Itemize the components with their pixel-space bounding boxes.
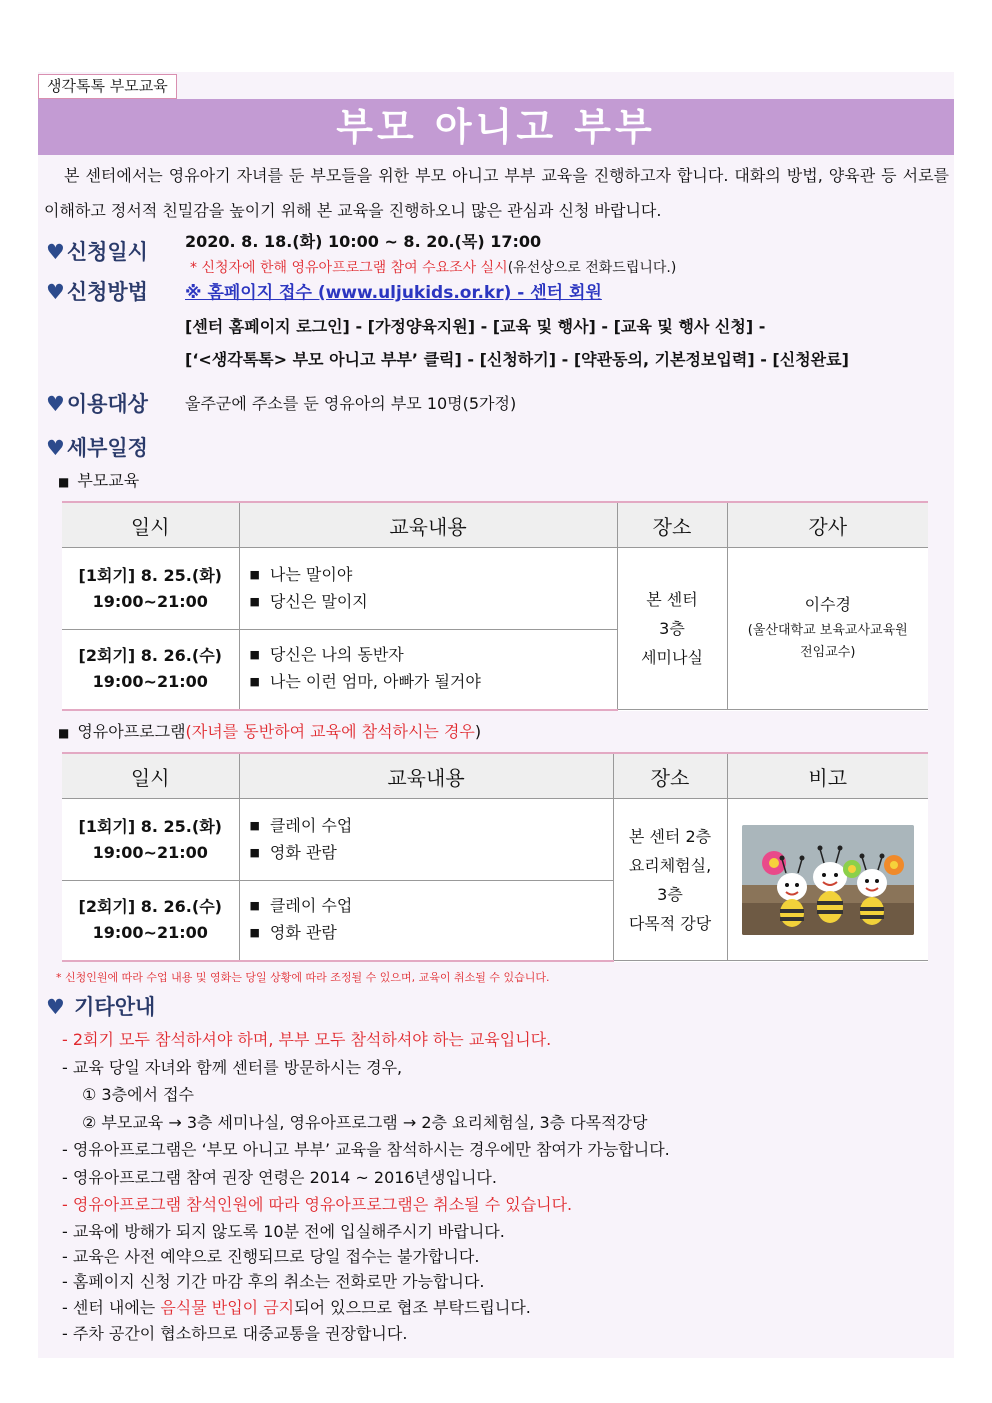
session-content bbox=[239, 881, 613, 961]
column-header: 장소 bbox=[613, 753, 727, 799]
subtitle-text: 영유아프로그램 bbox=[77, 722, 186, 741]
target-value: 울주군에 주소를 둔 영유아의 부모 10명(5가정) bbox=[185, 394, 517, 413]
session-date: [1회기] 8. 25.(화) bbox=[78, 816, 222, 836]
heart-icon: ♥ bbox=[46, 436, 65, 460]
session-time: 19:00~21:00 bbox=[92, 672, 208, 692]
column-header: 교육내용 bbox=[239, 753, 613, 799]
homepage-link[interactable]: ※ 홈페이지 접수 (www.uljukids.or.kr) - 센터 회원 bbox=[185, 283, 602, 303]
section-label: 기타안내 bbox=[74, 995, 156, 1019]
apply-date-value: 2020. 8. 18.(화) 10:00 ~ 8. 20.(목) 17:00 bbox=[185, 232, 542, 251]
note-text: (유선상으로 전화드립니다.) bbox=[507, 260, 677, 276]
section-label: 신청일시 bbox=[66, 240, 148, 264]
instructor-org: (울산대학교 보육교사교육원 bbox=[747, 622, 908, 638]
column-header: 장소 bbox=[617, 502, 727, 548]
etc-line: - 교육은 사전 예약으로 진행되므로 당일 접수는 불가합니다. bbox=[62, 1247, 480, 1266]
etc-line: ① 3층에서 접수 bbox=[82, 1085, 194, 1104]
parent-edu-table bbox=[62, 501, 928, 711]
table-row bbox=[62, 548, 928, 630]
session-datetime bbox=[62, 799, 239, 881]
content-item: ■ 클레이 수업 bbox=[250, 893, 612, 920]
place-line: 본 센터 2층 bbox=[628, 826, 712, 846]
etc-line: - 교육에 방해가 되지 않도록 10분 전에 입실해주시기 바랍니다. bbox=[62, 1222, 505, 1241]
apply-steps-line-1: [센터 홈페이지 로그인] - [가정양육지원] - [교육 및 행사] - [교육 및 행사 신청] - bbox=[185, 317, 766, 336]
session-datetime bbox=[62, 881, 239, 961]
instructor-title: 전임교수) bbox=[800, 644, 856, 660]
content-item: ■ 클레이 수업 bbox=[250, 813, 612, 840]
etc-line: - 영유아프로그램 참여 권장 연령은 2014 ~ 2016년생입니다. bbox=[62, 1168, 497, 1187]
column-header: 비고 bbox=[727, 753, 928, 799]
heart-icon: ♥ bbox=[46, 995, 65, 1019]
etc-line: - 영유아프로그램 참석인원에 따라 영유아프로그램은 취소될 수 있습니다. bbox=[62, 1195, 573, 1214]
category-tag: 생각톡톡 부모교육 bbox=[38, 74, 177, 99]
etc-line: ② 부모교육 → 3층 세미나실, 영유아프로그램 → 2층 요리체험실, 3층 다목적강당 bbox=[82, 1113, 648, 1132]
place-line: 다목적 강당 bbox=[628, 913, 712, 933]
section-etc bbox=[46, 991, 155, 1021]
session-time: 19:00~21:00 bbox=[92, 842, 208, 862]
table-header-row bbox=[62, 502, 928, 548]
column-header: 교육내용 bbox=[239, 502, 617, 548]
content-item: ■ 나는 말이야 bbox=[250, 562, 616, 589]
intro-paragraph: 본 센터에서는 영유아기 자녀를 둔 부모들을 위한 부모 아니고 부부 교육을 진행하고자 합니다. 대화의 방법, 양육관 등 서로를 이해하고 정서적 친밀감을 높이기 위해 본 교육을 진행하오니 많은 관심과 신청 바랍니다. bbox=[44, 166, 949, 220]
place-line: 3층 bbox=[659, 619, 685, 638]
heart-icon: ♥ bbox=[46, 240, 65, 264]
session-datetime bbox=[62, 630, 239, 710]
place-line: 요리체험실, bbox=[628, 855, 712, 875]
session-time: 19:00~21:00 bbox=[92, 591, 208, 611]
column-header: 강사 bbox=[727, 502, 928, 548]
apply-date-note bbox=[190, 257, 676, 277]
kids-program-table bbox=[62, 752, 928, 962]
schedule-note: * 신청인원에 따라 수업 내용 및 영화는 당일 상황에 따라 조정될 수 있으며, 교육이 취소될 수 있습니다. bbox=[56, 971, 550, 984]
page-title: 부모 아니고 부부 bbox=[38, 99, 954, 155]
section-target bbox=[46, 388, 148, 418]
clay-bee-photo bbox=[742, 825, 914, 935]
content-item: ■ 당신은 나의 동반자 bbox=[250, 642, 616, 669]
place-line: 본 센터 bbox=[646, 590, 698, 609]
heart-icon: ♥ bbox=[46, 280, 65, 304]
session-datetime bbox=[62, 548, 239, 630]
etc-line: - 교육 당일 자녀와 함께 센터를 방문하시는 경우, bbox=[62, 1058, 403, 1077]
session-date: [2회기] 8. 26.(수) bbox=[78, 897, 222, 917]
remarks-cell bbox=[727, 799, 928, 961]
clay-figures-illustration bbox=[742, 825, 914, 935]
session-date: [2회기] 8. 26.(수) bbox=[78, 646, 222, 666]
session-place bbox=[613, 799, 727, 961]
etc-red-text: 음식물 반입이 금지 bbox=[160, 1298, 295, 1317]
column-header: 일시 bbox=[62, 753, 239, 799]
section-apply-method bbox=[46, 276, 148, 306]
section-schedule bbox=[46, 432, 148, 462]
place-line: 세미나실 bbox=[641, 648, 703, 667]
kids-program-subtitle bbox=[58, 719, 481, 742]
content-item: ■ 영화 관람 bbox=[250, 840, 612, 867]
place-line: 3층 bbox=[657, 884, 683, 904]
content-item: ■ 영화 관람 bbox=[250, 920, 612, 947]
etc-line: - 주차 공간이 협소하므로 대중교통을 권장합니다. bbox=[62, 1324, 408, 1343]
instructor-cell bbox=[727, 548, 928, 710]
subtitle-red-text: (자녀를 동반하여 교육에 참석하시는 경우 bbox=[185, 722, 475, 741]
square-bullet-icon: ■ bbox=[58, 475, 70, 489]
section-label: 세부일정 bbox=[66, 436, 148, 460]
instructor-name: 이수경 bbox=[804, 594, 851, 614]
session-time: 19:00~21:00 bbox=[92, 923, 208, 943]
section-label: 신청방법 bbox=[66, 280, 148, 304]
session-content bbox=[239, 548, 617, 630]
etc-line bbox=[62, 1298, 531, 1318]
column-header: 일시 bbox=[62, 502, 239, 548]
etc-line: - 영유아프로그램은 ‘부모 아니고 부부’ 교육을 참석하시는 경우에만 참여가 가능합니다. bbox=[62, 1140, 670, 1159]
apply-steps-line-2: [‘<생각톡톡> 부모 아니고 부부’ 클릭] - [신청하기] - [약관동의, 기본정보입력] - [신청완료] bbox=[185, 350, 849, 369]
etc-line: - 2회기 모두 참석하셔야 하며, 부부 모두 참석하셔야 하는 교육입니다. bbox=[62, 1030, 552, 1049]
session-content bbox=[239, 799, 613, 881]
table-header-row bbox=[62, 753, 928, 799]
content-item: ■ 당신은 말이지 bbox=[250, 589, 616, 616]
table-row bbox=[62, 799, 928, 881]
etc-text: 되어 있으므로 협조 부탁드립니다. bbox=[294, 1298, 531, 1317]
session-date: [1회기] 8. 25.(화) bbox=[78, 565, 222, 585]
subtitle-end: ) bbox=[474, 722, 482, 741]
note-red-text: * 신청자에 한해 영유아프로그램 참여 수요조사 실시 bbox=[190, 260, 508, 276]
etc-text: - 센터 내에는 bbox=[62, 1298, 161, 1317]
content-item: ■ 나는 이런 엄마, 아빠가 될거야 bbox=[250, 669, 616, 696]
section-label: 이용대상 bbox=[66, 392, 148, 416]
square-bullet-icon: ■ bbox=[58, 726, 70, 740]
etc-line: - 홈페이지 신청 기간 마감 후의 취소는 전화로만 가능합니다. bbox=[62, 1272, 485, 1291]
subtitle-text: 부모교육 bbox=[77, 471, 140, 490]
session-content bbox=[239, 630, 617, 710]
heart-icon: ♥ bbox=[46, 392, 65, 416]
parent-edu-subtitle bbox=[58, 468, 139, 491]
section-apply-date bbox=[46, 236, 148, 266]
session-place bbox=[617, 548, 727, 710]
